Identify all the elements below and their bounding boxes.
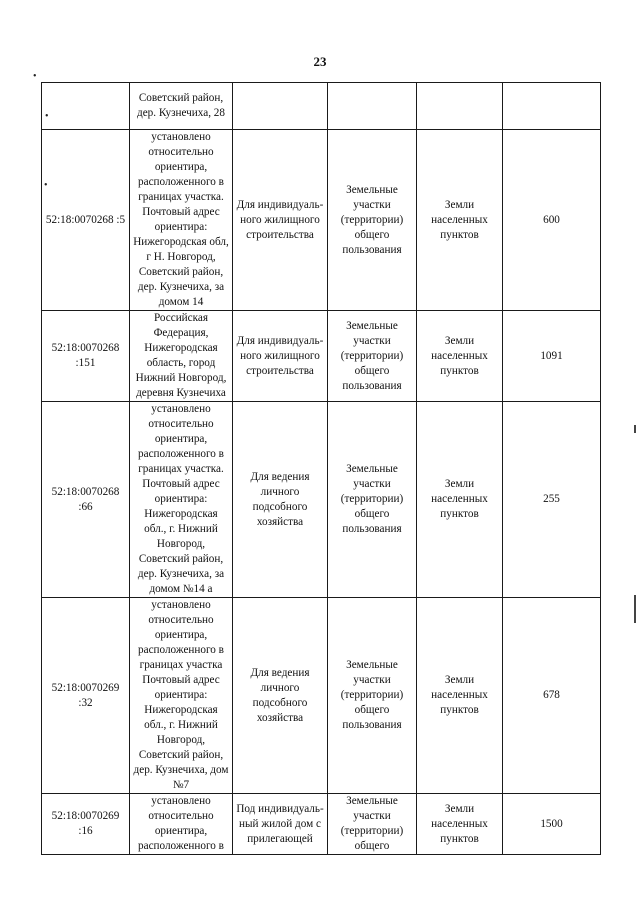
land-plots-table [41,82,601,855]
plot-group-cell: Земельные участки (территории) общего [328,794,417,855]
scan-mark: • [33,71,37,82]
permitted-use-cell: Для индивидуаль-ного жилищного строительства [233,311,328,402]
plot-group-cell: Земельные участки (территории) общего пользования [328,130,417,311]
land-category-cell: Земли населенных пунктов [417,130,503,311]
area-cell: 600 [503,130,601,311]
plot-group-cell: Земельные участки (территории) общего пользования [328,598,417,794]
permitted-use-cell: Для ведения личного подсобного хозяйства [233,598,328,794]
area-cell: 678 [503,598,601,794]
land-category-cell: Земли населенных пунктов [417,794,503,855]
address-cell: установлено относительно ориентира, расположенного в границах участка. Почтовый адрес ориентира: Нижегородская обл., г. Нижний Новгород, Советский район, дер. Кузнечиха, за домом №14 а [130,402,233,598]
page-number: 23 [313,54,327,69]
permitted-use-cell: Для ведения личного подсобного хозяйства [233,402,328,598]
table-row [42,311,601,402]
table-row [42,83,601,130]
address-cell: Российская Федерация, Нижегородская область, город Нижний Новгород, деревня Кузнечиха [130,311,233,402]
table-row [42,598,601,794]
address-cell: установлено относительно ориентира, расположенного в [130,794,233,855]
area-cell [503,83,601,130]
cadastral-number-cell [42,83,130,130]
plot-group-cell [328,83,417,130]
cadastral-number-cell: 52:18:0070268 :5 [42,130,130,311]
land-category-cell: Земли населенных пунктов [417,402,503,598]
area-cell: 1500 [503,794,601,855]
land-category-cell [417,83,503,130]
land-category-cell: Земли населенных пунктов [417,598,503,794]
land-category-cell: Земли населенных пунктов [417,311,503,402]
cadastral-number-cell: 52:18:0070269 :16 [42,794,130,855]
scan-mark: • [45,111,49,122]
address-cell: Советский район, дер. Кузнечиха, 28 [130,83,233,130]
scan-mark: • [44,180,48,191]
permitted-use-cell: Для индивидуаль-ного жилищного строительства [233,130,328,311]
scan-artifact [634,595,636,623]
cadastral-number-cell: 52:18:0070268 :66 [42,402,130,598]
permitted-use-cell [233,83,328,130]
permitted-use-cell: Под индивидуаль-ный жилой дом с прилегающей [233,794,328,855]
table-row [42,130,601,311]
address-cell: установлено относительно ориентира, расположенного в границах участка Почтовый адрес ориентира: Нижегородская обл., г. Нижний Новгород, Советский район, дер. Кузнечиха, дом №7 [130,598,233,794]
table-row [42,794,601,855]
plot-group-cell: Земельные участки (территории) общего пользования [328,402,417,598]
table-row [42,402,601,598]
address-cell: установлено относительно ориентира, расположенного в границах участка. Почтовый адрес ориентира: Нижегородская обл, г Н. Новгород, Советский район, дер. Кузнечиха, за домом 14 [130,130,233,311]
scan-artifact [634,425,636,433]
area-cell: 1091 [503,311,601,402]
area-cell: 255 [503,402,601,598]
cadastral-number-cell: 52:18:0070268 :151 [42,311,130,402]
plot-group-cell: Земельные участки (территории) общего пользования [328,311,417,402]
cadastral-number-cell: 52:18:0070269 :32 [42,598,130,794]
